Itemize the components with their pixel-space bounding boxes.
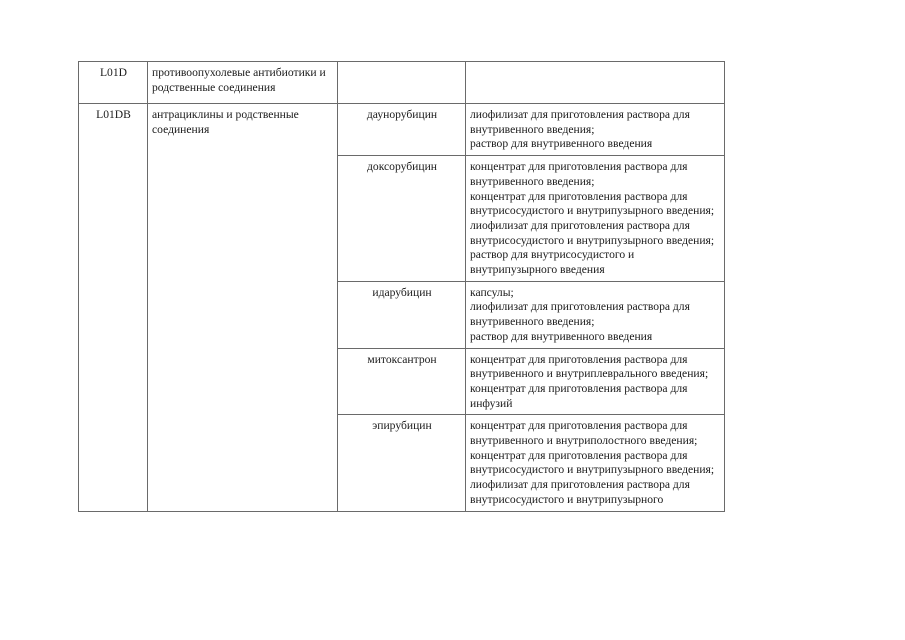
drug-name-cell: митоксантрон: [338, 348, 466, 415]
atc-group-cell: антрациклины и родственные соединения: [148, 104, 338, 512]
dosage-forms-cell: [466, 156, 725, 282]
table-row: [79, 104, 725, 156]
dosage-forms-cell: [466, 415, 725, 511]
drug-name-cell: доксорубицин: [338, 156, 466, 282]
dosage-forms-cell: [466, 62, 725, 104]
dosage-form: лиофилизат для приготовления раствора для внутрисосудистого и внутрипузырного введения;: [470, 218, 715, 247]
dosage-form: концентрат для приготовления раствора для внутрисосудистого и внутрипузырного введения;: [470, 448, 715, 477]
drug-name-cell: даунорубицин: [338, 104, 466, 156]
atc-group-cell: противоопухолевые антибиотики и родственные соединения: [148, 62, 338, 104]
dosage-forms-cell: [466, 348, 725, 415]
drug-table: [78, 61, 725, 512]
atc-code-cell: L01D: [79, 62, 148, 104]
dosage-form: раствор для внутривенного введения: [470, 329, 653, 343]
drug-name-cell: эпирубицин: [338, 415, 466, 511]
dosage-form: концентрат для приготовления раствора для инфузий: [470, 381, 688, 410]
dosage-form: раствор для внутривенного введения: [470, 137, 653, 151]
dosage-form: концентрат для приготовления раствора для внутривенного и внутриполостного введения;: [470, 419, 698, 448]
drug-name-cell: идарубицин: [338, 281, 466, 348]
drug-name-cell: [338, 62, 466, 104]
dosage-form: лиофилизат для приготовления раствора для внутрисосудистого и внутрипузырного: [470, 478, 690, 506]
dosage-form: концентрат для приготовления раствора для внутрисосудистого и внутрипузырного введения;: [470, 189, 715, 218]
dosage-form: концентрат для приготовления раствора для внутривенного введения;: [470, 160, 688, 188]
dosage-form: лиофилизат для приготовления раствора для внутривенного введения;: [470, 108, 690, 136]
dosage-forms-cell: [466, 104, 725, 156]
dosage-form: капсулы;: [470, 285, 514, 299]
dosage-form: концентрат для приготовления раствора для внутривенного и внутриплеврального введения;: [470, 352, 709, 381]
dosage-forms-cell: [466, 281, 725, 348]
atc-code-cell: L01DB: [79, 104, 148, 512]
dosage-form: лиофилизат для приготовления раствора для внутривенного введения;: [470, 300, 690, 329]
table-row: [79, 62, 725, 104]
dosage-form: раствор для внутрисосудистого и внутрипузырного введения: [470, 248, 635, 277]
